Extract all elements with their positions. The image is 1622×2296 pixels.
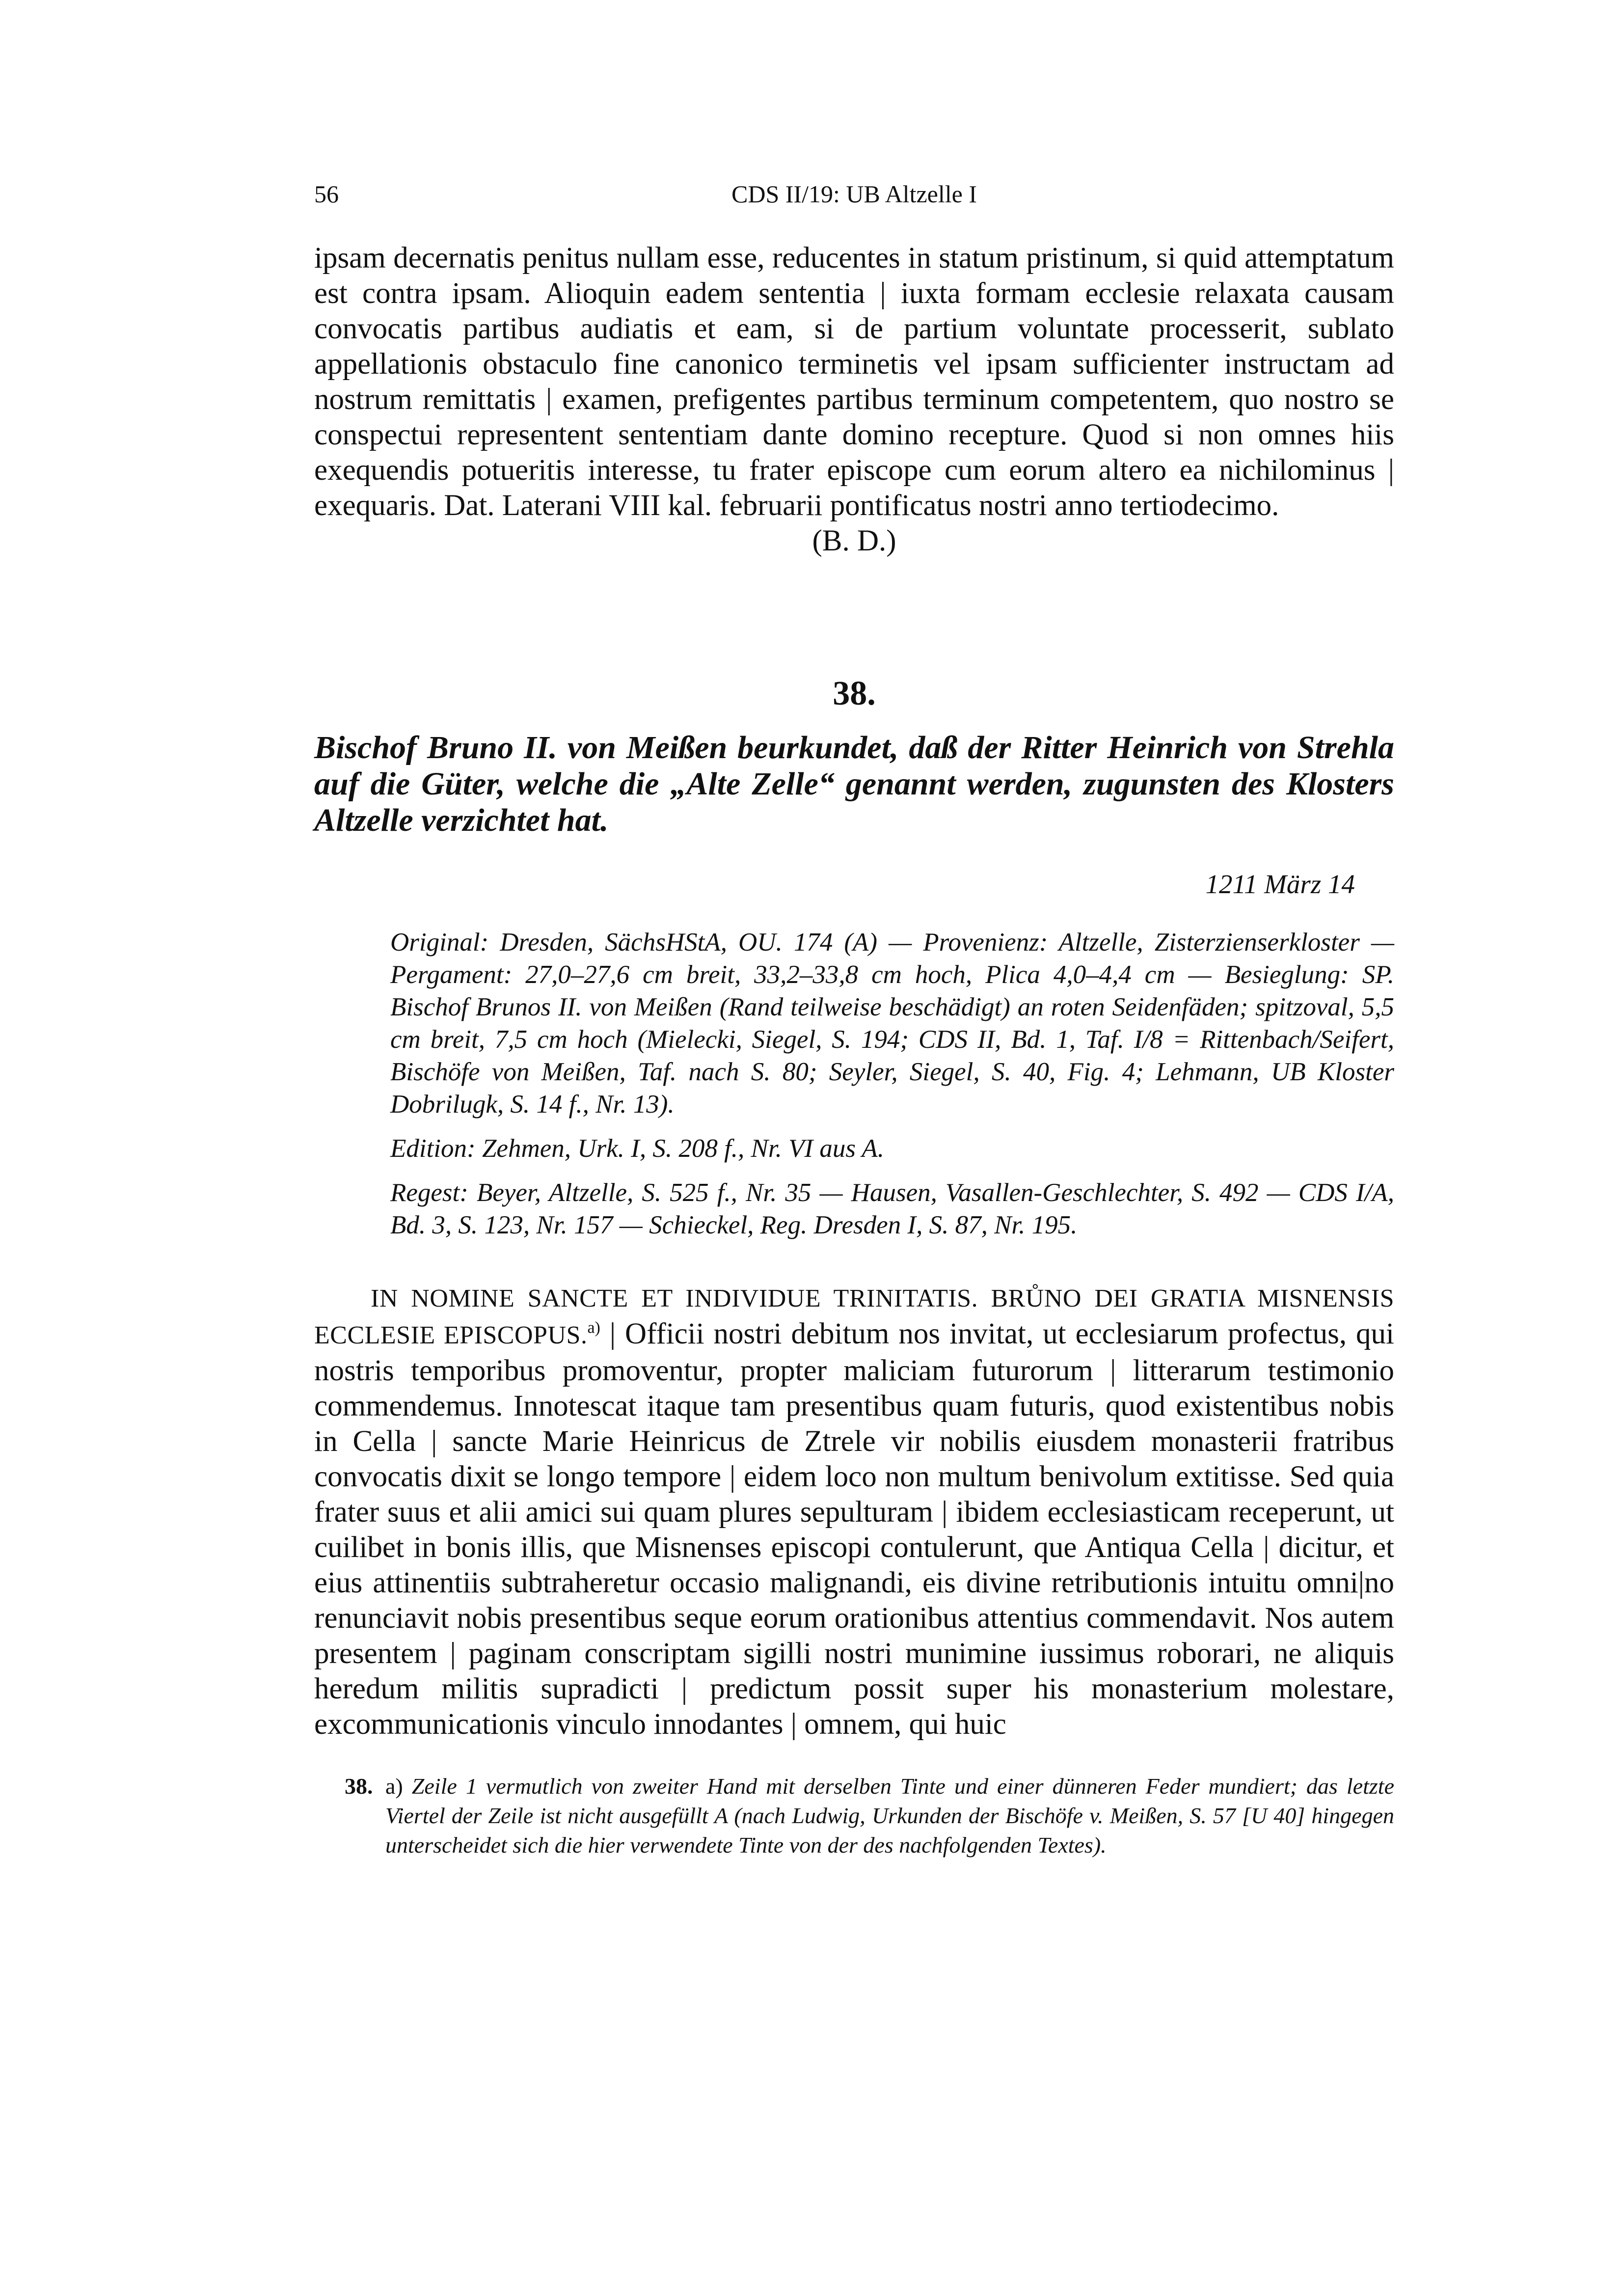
original-description: Original: Dresden, SächsHStA, OU. 174 (A) — Provenienz: Altzelle, Zisterzienserkloster — Pergament: 27,0–27,6 cm breit, 33,2–33,8 cm hoch, Plica 4,0–4,4 cm — Besieglung: SP. Bischof Brunos II. von Meißen (Rand teilweise beschädigt) an roten Seidenfäden; spitzoval, 5,5 cm breit, 7,5 cm hoch (Mielecki, Siegel, S. 194; CDS II, Bd. 1, Taf. I/8 = Rittenbach/Seifert, Bischöfe von Meißen, Taf. nach S. 80; Seyler, Siegel, S. 40, Fig. 4; Lehmann, UB Kloster Dobrilugk, S. 14 f., Nr. 13). xyxy=(390,928,1394,1119)
invocatio: IN NOMINE SANCTE ET INDIVIDUE TRINITATIS. BRŮNO DEI GRATIA MISNENSIS ECCLESIE EPISCOPUS. xyxy=(314,1285,1394,1349)
document-text xyxy=(314,1280,1394,1742)
document-date: 1211 März 14 xyxy=(1205,869,1355,899)
source-apparatus xyxy=(390,926,1394,1241)
page-number: 56 xyxy=(314,180,339,208)
footnotes xyxy=(314,1772,1394,1860)
edition-reference: Edition: Zehmen, Urk. I, S. 208 f., Nr. VI aus A. xyxy=(390,1134,884,1163)
document-number: 38. xyxy=(833,675,876,712)
footnote-text: Zeile 1 vermutlich von zweiter Hand mit derselben Tinte und einer dünneren Feder mundiert; das letzte Viertel der Zeile ist nicht ausgefüllt A (nach Ludwig, Urkunden der Bischöfe v. Meißen, S. 57 [U 40] hingegen unterscheidet sich die hier verwendete Tinte von der des nachfolgenden Textes). xyxy=(385,1774,1394,1858)
footnote-document-number: 38. xyxy=(345,1774,373,1799)
document-regest: Bischof Bruno II. von Meißen beurkundet, daß der Ritter Heinrich von Strehla auf die Güter, welche die „Alte Zelle“ genannt werden, zugunsten des Klosters Altzelle verzichtet hat. xyxy=(314,730,1394,838)
running-head xyxy=(314,177,1394,211)
regest-references: Regest: Beyer, Altzelle, S. 525 f., Nr. 35 — Hausen, Vasallen-Geschlechter, S. 492 — CDS I/A, Bd. 3, S. 123, Nr. 157 — Schieckel, Reg. Dresden I, S. 87, Nr. 195. xyxy=(390,1178,1394,1239)
footnote-mark: a) xyxy=(385,1774,403,1799)
document-text-paragraph xyxy=(314,1280,1394,1742)
continuation-text: ipsam decernatis penitus nullam esse, reducentes in statum pristinum, si quid attemptatum est contra ipsam. Alioquin eadem sententia | iuxta formam ecclesie relaxata causam convocatis partibus audiatis et eam, si de partium voluntate processerit, sublato appellationis obstaculo fine canonico terminetis vel ipsam sufficienter instructam ad nostrum remittatis | examen, prefigentes partibus terminum competentem, quo nostro se conspectui representent sententiam dante domino recepture. Quod si non omnes hiis exequendis potueritis interesse, tu frater episcope cum eorum altero ea nichilominus | exequaris. Dat. Laterani VIII kal. februarii pontificatus nostri anno tertiodecimo. xyxy=(314,242,1394,522)
datum-signature: (B. D.) xyxy=(812,524,896,557)
note-mark: a) xyxy=(587,1318,600,1337)
document-text-body: | Officii nostri debitum nos invitat, ut ecclesiarum profectus, qui nostris temporibus promoventur, propter maliciam futurorum | litterarum testimonio commendemus. Innotescat itaque tam presentibus quam futuris, quod existentibus nobis in Cella | sancte Marie Heinricus de Ztrele vir nobilis eiusdem monasterii fratribus convocatis dixit se longo tempore | eidem loco non multum benivolum extitisse. Sed quia frater suus et alii amici sui quam plures sepulturam | ibidem ecclesiasticam receperunt, ut cuilibet in bonis illis, que Misnenses episcopi contulerunt, que Antiqua Cella | dicitur, et eius attinentiis subtraheretur occasio malignandi, eis divine retributionis intuitu omni|no renunciavit nobis presentibus seque eorum orationibus attentius commendavit. Nos autem presentem | paginam conscriptam sigilli nostri munimine iussimus roborari, ne aliquis heredum militis supradicti | predictum possit super his monasterium molestare, excommunicationis vinculo innodantes | omnem, qui huic xyxy=(314,1317,1394,1741)
page xyxy=(314,177,1394,1860)
running-title: CDS II/19: UB Altzelle I xyxy=(731,180,977,208)
